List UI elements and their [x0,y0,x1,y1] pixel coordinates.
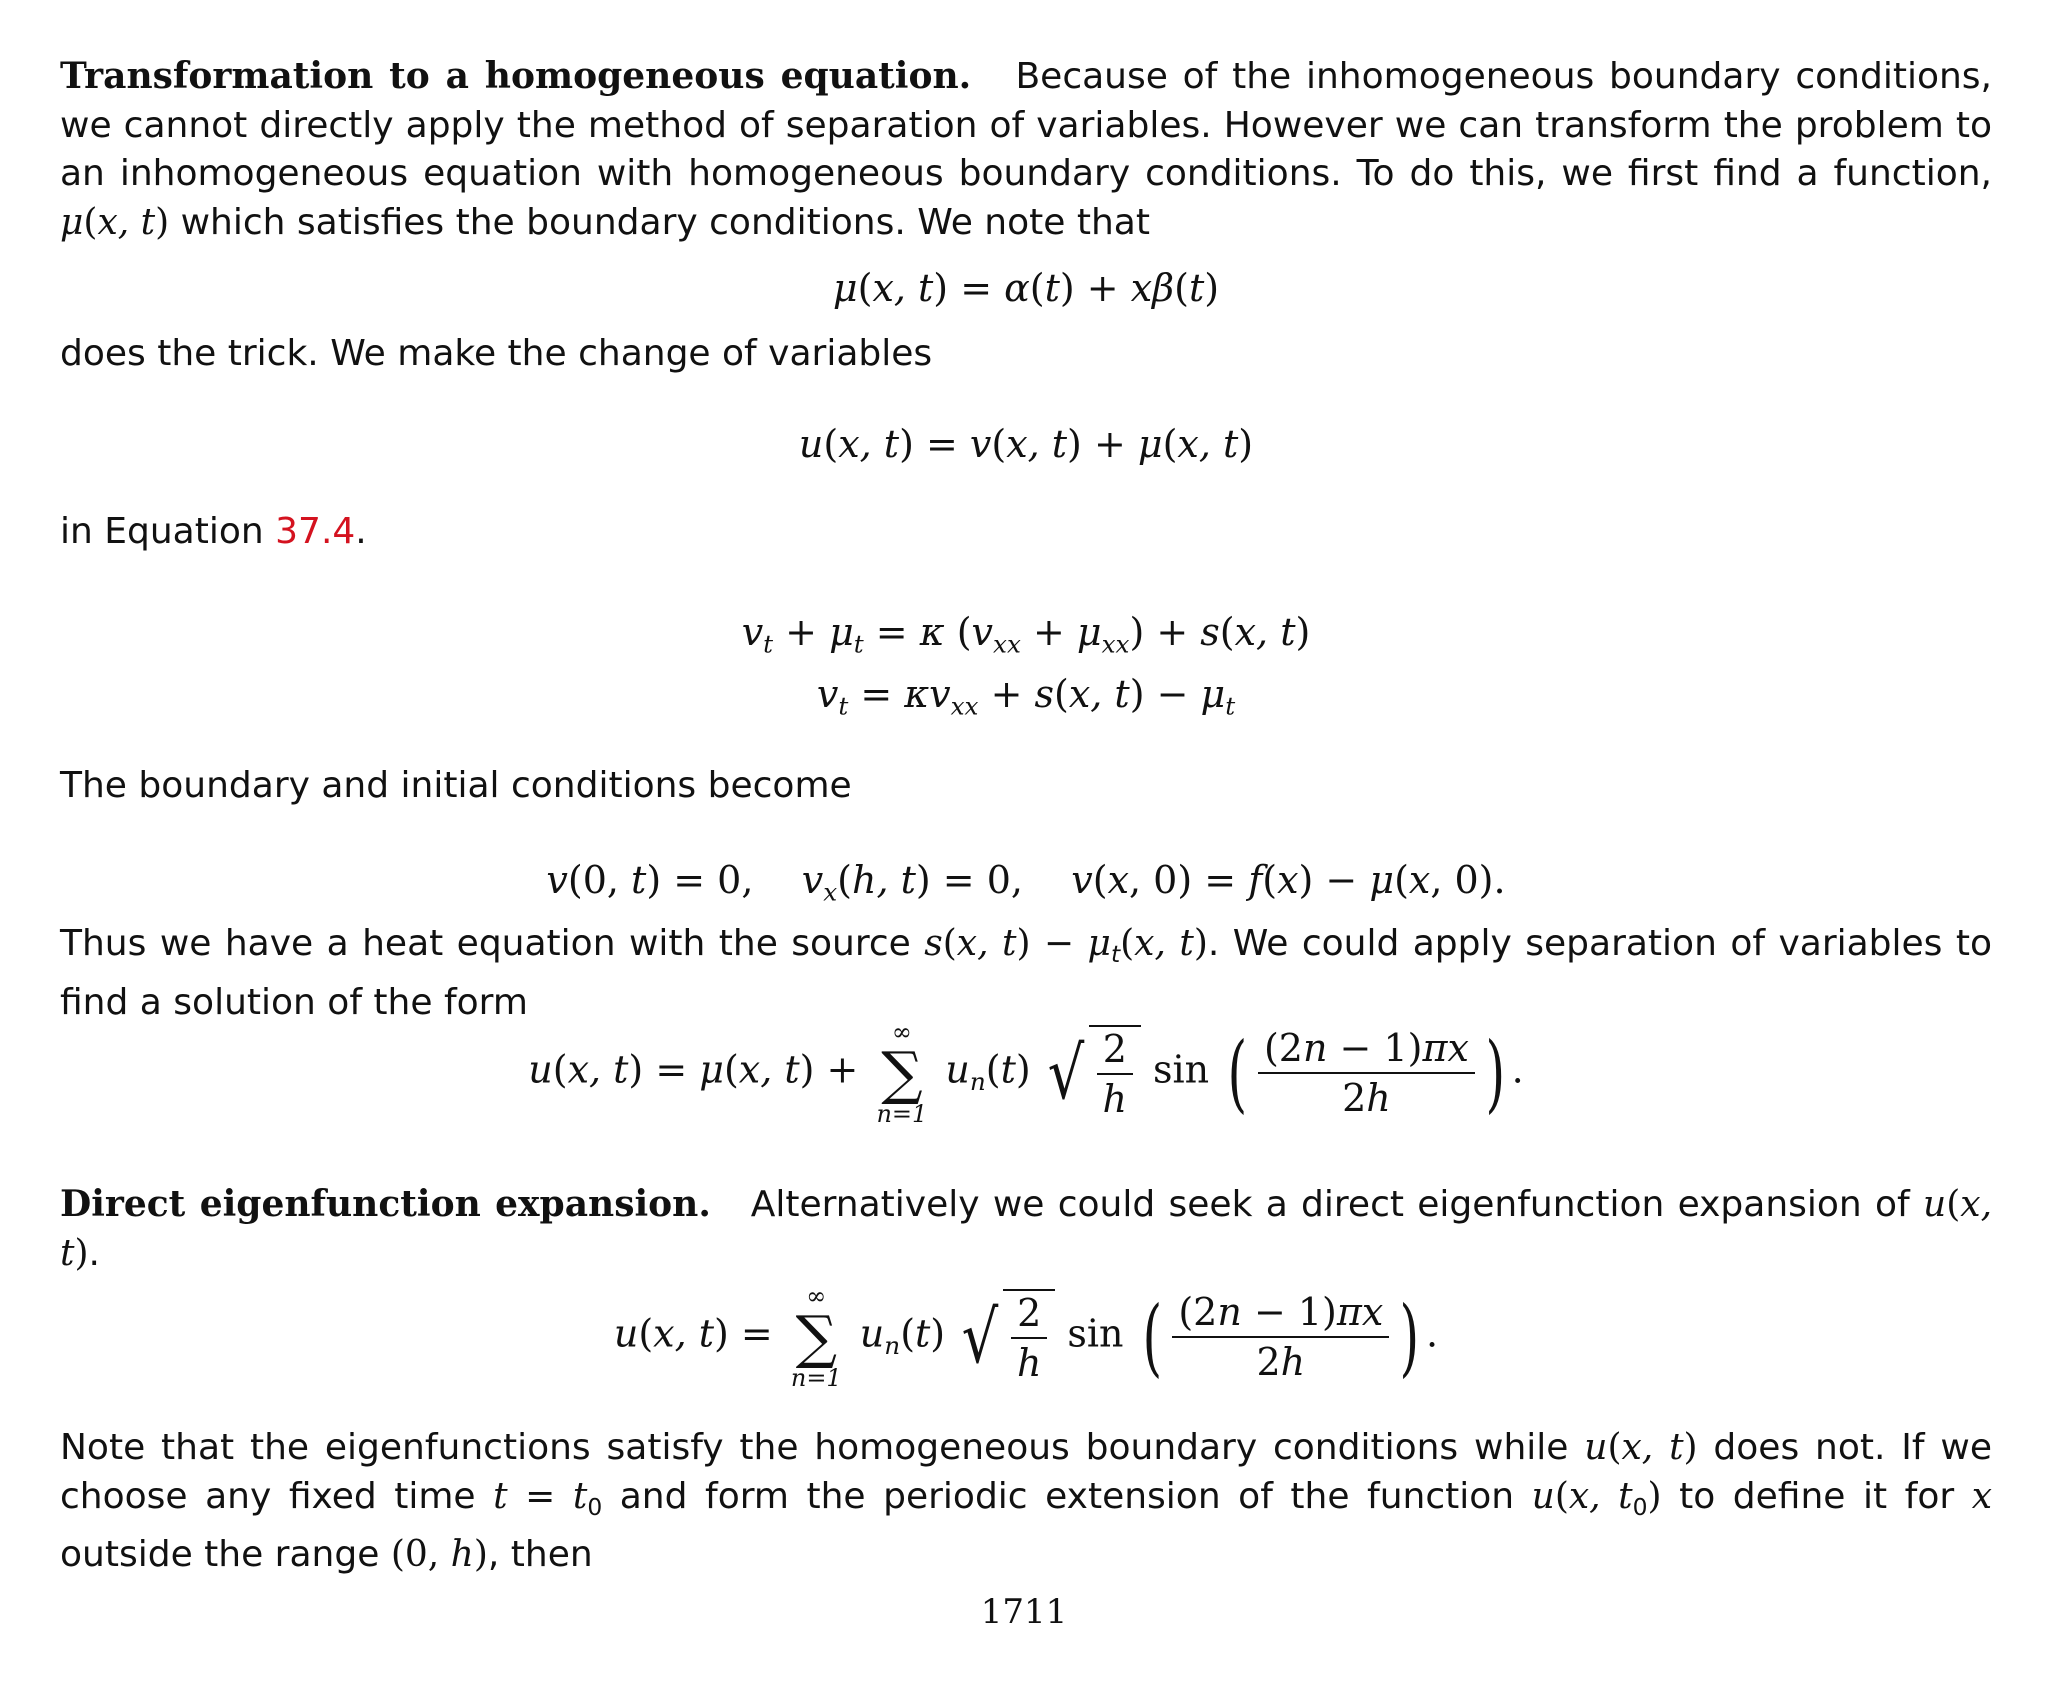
equation-series-solution-1: u(x, t) = μ(x, t) + ∞ ∑ n=1 $u_n(t)$ √ $\frac{2}{h}$ sin ( $\frac{(2n - 1)\pi x}{2h}$ ) . [528,1018,1524,1128]
paragraph-boundary-conditions: The boundary and initial conditions become [60,765,852,806]
summation-symbol: ∞ ∑ n=1 [790,1282,842,1392]
page-number: 1711 [980,1592,1068,1632]
sqrt-symbol: √ $\frac{2}{h}$ [1043,1025,1141,1121]
equation-substituted-line2: $v_t = \kappa v_{xx} + s(x$, $t) - \mu_t$ [816,672,1236,721]
sqrt-symbol: √ $\frac{2}{h}$ [957,1289,1055,1385]
period-text: . [355,511,367,552]
equation-series-solution-2: u(x, t) = ∞ ∑ n=1 $u_n(t)$ √ $\frac{2}{h}$ sin ( $\frac{(2n - 1)\pi x}{2h}$ ) . [613,1282,1439,1392]
equation-change-of-variables: u(x, t) = v(x, t) + μ(x, t) [798,422,1254,466]
paragraph-in-equation [60,508,1992,557]
equation-boundary-conditions: v(0, t) = 0, $v_x(h$, t) = 0, v(x, 0) = f(x) − μ(x, 0). [546,858,1506,907]
equation-substituted-line1: $v_t + \mu_t = \kappa$ $(v_{xx} + \mu_{xx}) + s(x$, t) [741,610,1311,659]
paragraph-does-trick: does the trick. We make the change of variables [60,333,933,374]
section-heading-transformation: Transformation to a homogeneous equation. [60,55,972,97]
summation-symbol: ∞ ∑ n=1 [876,1018,928,1128]
paragraph-transformation: Transformation to a homogeneous equation. Because of the inhomogeneous boundary conditions, we cannot directly apply the method of separation of variables. However we can transform the problem to an inhomogeneous equation with homogeneous boundary conditions. To do this, we first find a function, μ(x, t) which satisfies the boundary conditions. We note that [60,55,1992,243]
paragraph-note-eigenfunctions: Note that the eigenfunctions satisfy the homogeneous boundary conditions while u(x, t) does not. If we choose any fixed time $t = t_0$ and form the periodic extension of the function u(x, $t_0$) to define it for x outside the range (0, h), then [60,1427,1992,1576]
in-equation-text: in Equation [60,511,276,552]
equation-mu-definition: μ(x, t) = α(t) + xβ(t) [832,266,1220,310]
paragraph-direct-expansion: Direct eigenfunction expansion. Alternatively we could seek a direct eigenfunction expansion of u(x, t). [60,1183,1993,1274]
paragraph-heat-equation: Thus we have a heat equation with the source s(x, $t) - \mu_t(x$, t). We could apply separation of variables to find a solution of the form [60,923,1993,1023]
equation-reference-link[interactable]: 37.4 [275,511,356,552]
section-heading-direct-expansion: Direct eigenfunction expansion. [60,1183,711,1225]
